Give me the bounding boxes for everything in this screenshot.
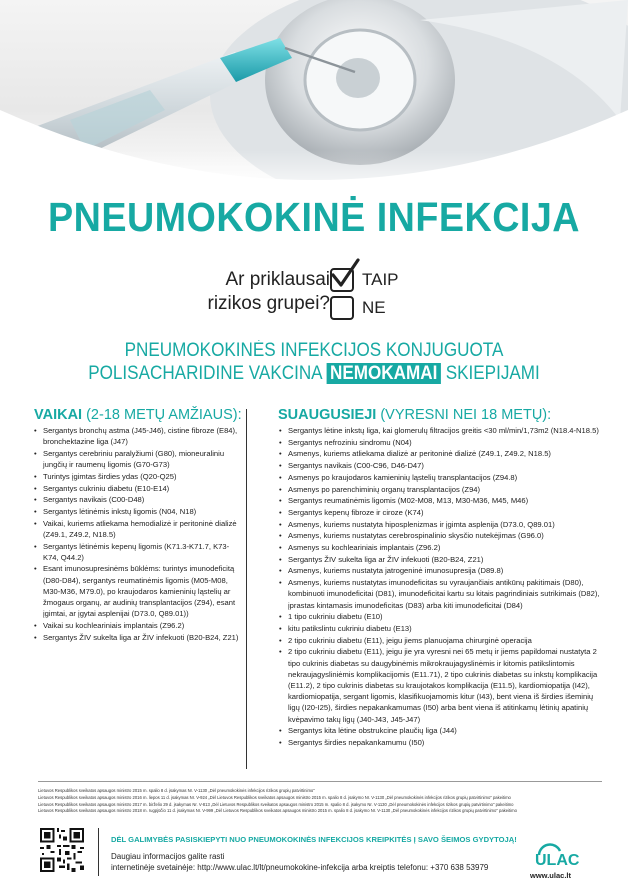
list-item: • Asmenys, kuriems nustatytas cerebrospinalinio skysčio nutekėjimas (G96.0) [279, 530, 604, 541]
logo-text: ULAC [535, 852, 580, 867]
references-divider [38, 781, 602, 782]
list-item: • Asmenys, kuriems atliekama dializė ar peritoninė dializė (Z49.1, Z49.2, N18.5) [279, 448, 604, 459]
option-yes[interactable] [330, 268, 430, 294]
hero-syringe-image [0, 0, 628, 200]
no-label: NE [362, 298, 386, 317]
option-no[interactable] [330, 296, 430, 322]
ulac-logo [533, 843, 589, 867]
checkmark-icon [328, 258, 360, 290]
adults-title-bold: SUAUGUSIEJI [278, 407, 377, 423]
list-item: • Turintys įgimtas širdies ydas (Q20-Q25) [34, 471, 239, 482]
list-item: • Sergantys bronchų astma (J45-J46), cistine fibroze (E84), bronchektazine liga (J47) [34, 425, 239, 447]
list-item: • Sergantys nefroziniu sindromu (N04) [279, 437, 604, 448]
footer-info-line-2[interactable]: internetinėje svetainėje: http://www.ulac.lt/lt/pneumokokine-infekcija arba kreiptis telefonu: +370 638 53979 [111, 863, 489, 872]
list-item: • Sergantys kepenų fibroze ir ciroze (K74) [279, 507, 604, 518]
list-item: • Asmenys su kochleariniais implantais (Z96.2) [279, 542, 604, 553]
qr-code[interactable] [40, 828, 84, 872]
free-highlight-badge: NEMOKAMAI [326, 363, 441, 384]
list-item: • Sergantys ŽIV sukelta liga ar ŽIV infekuoti (B20-B24, Z21) [279, 554, 604, 565]
vaccine-line-2-post: SKIEPIJAMI [445, 363, 540, 384]
list-item: • Sergantys navikais (C00-D48) [34, 494, 239, 505]
vaccine-line-2-pre: POLISACHARIDINE VAKCINA [88, 363, 322, 384]
no-checkbox[interactable] [330, 296, 354, 320]
vaccine-line-1: PNEUMOKOKINĖS INFEKCIJOS KONJUGUOTA [124, 340, 504, 361]
list-item: • Vaikai su kochleariniais implantais (Z96.2) [34, 620, 239, 631]
list-item: • Asmenys, kuriems nustatytas imunodeficitas su vyraujančiais antikūnų pakitimais (D80), kombinuoti imunodeficitai (D81), imunodeficitai kartu su kitais pagrindiniais sutrikimais (D82), įprastas kintamasis imunodeficitas (D83) arba kiti imunodeficitai (D84) [279, 577, 604, 611]
list-item: • Sergantys lėtinėmis kepenų ligomis (K71.3-K71.7, K73-K74, Q44.2) [34, 541, 239, 563]
logo-url[interactable]: www.ulac.lt [530, 871, 571, 880]
list-item: • kitu patikslintu cukriniu diabetu (E13) [279, 623, 604, 634]
risk-group-question [170, 268, 330, 316]
list-item: • Sergantys lėtinėmis inkstų ligomis (N04, N18) [34, 506, 239, 517]
yes-label: TAIP [362, 270, 399, 289]
list-item: • Sergantys cukriniu diabetu (E10-E14) [34, 483, 239, 494]
footer-call-to-action: DĖL GALIMYBĖS PASISKIEPYTI NUO PNEUMOKOKINĖS INFEKCIJOS KREIPKITĖS Į SAVO ŠEIMOS GYDYTOJĄ! [111, 835, 517, 844]
list-item: • Vaikai, kuriems atliekama hemodializė ir peritoninė dializė (Z49.1, Z49.2, N18.5) [34, 518, 239, 540]
children-risk-list [34, 425, 239, 643]
list-item: • Asmenys po parenchiminių organų transplantacijos (Z94) [279, 484, 604, 495]
legal-references [38, 788, 618, 815]
reference-line: Lietuvos Respublikos sveikatos apsaugos ministro 2018 m. rugpjūčio 11 d. įsakymas Nr. V-999 „Dėl Lietuvos Respublikos sveikatos apsaugos ministro 2015 m. spalio 8 d. įsakymo Nr. V-1130 „Dėl pneumokokinės infekcijos rizikos grupių patvirtinimo" pakeitimo [38, 808, 517, 814]
list-item: • Sergantys lėtine inkstų liga, kai glomerulų filtracijos greitis <30 ml/min/1,73m2 (N18.4-N18.5) [279, 425, 604, 436]
list-item: • Sergantys kita lėtine obstrukcine plaučių liga (J44) [279, 725, 604, 736]
column-divider [246, 409, 247, 769]
page-title: PNEUMOKOKINĖ INFEKCIJA [48, 194, 580, 240]
vaccine-heading [31, 339, 596, 385]
question-line-1: Ar priklausai [225, 269, 330, 290]
footer-divider [98, 828, 99, 876]
adults-title-rest: (VYRESNI NEI 18 METŲ): [376, 407, 552, 423]
list-item: • 2 tipo cukriniu diabetu (E11), jeigu jiems planuojama chirurginė operacija [279, 635, 604, 646]
children-title-bold: VAIKAI [34, 407, 83, 423]
reference-line: Lietuvos Respublikos sveikatos apsaugos ministro 2017 m. birželio 29 d. įsakymas Nr. V-813 „Dėl Lietuvos Respublikos sveikatos apsaugos ministro 2015 m. spalio 8 d. įsakymo Nr. V-1130 „Dėl pneumokokinės infekcijos rizikos grupių patvirtinimo" pakeitimo [38, 801, 514, 807]
list-item: • Sergantys cerebriniu paralyžiumi (G80), mioneuraliniu jungčių ir raumenų ligomis (G70-G73) [34, 448, 239, 470]
footer-info [111, 851, 488, 873]
reference-line: Lietuvos Respublikos sveikatos apsaugos ministro 2015 m. spalio 8 d. įsakymas Nr. V-1130 „Dėl pneumokokinės infekcijos rizikos grupių patvirtinimo" [38, 788, 315, 793]
adults-section-title [278, 407, 551, 423]
question-line-2: rizikos grupei? [207, 293, 330, 314]
footer-info-line-1: Daugiau informacijos galite rasti [111, 852, 225, 861]
vaccine-line-2 [31, 362, 596, 385]
list-item: • Asmenys, kuriems nustatyta hiposplenizmas ir įgimta asplenija (D73.0, Q89.01) [279, 519, 604, 530]
list-item: • Sergantys širdies nepakankamumu (I50) [279, 737, 604, 748]
adults-risk-list [279, 425, 604, 749]
syringe-illustration [0, 0, 628, 200]
list-item: • Sergantys ŽIV sukelta liga ar ŽIV infekuoti (B20-B24, Z21) [34, 632, 239, 643]
children-title-rest: (2-18 METŲ AMŽIAUS): [82, 407, 242, 423]
list-item: • Asmenys, kuriems nustatyta jatrogeninė imunosupresija (D89.8) [279, 565, 604, 576]
list-item: • Sergantys reumatinėmis ligomis (M02-M08, M13, M30-M36, M45, M46) [279, 495, 604, 506]
list-item: • 1 tipo cukriniu diabetu (E10) [279, 611, 604, 622]
list-item: • 2 tipo cukriniu diabetu (E11), jeigu jie yra vyresni nei 65 metų ir jiems papildomai nustatyta 2 tipo cukrinis diabetas su daugybinėmis mikrokraujagyslinėmis ir kitomis patikslintomis nekraujagysliniėmis komplikacijomis (E11.71), 2 tipo cukrinis diabetas su inkstų komplikacija (E11.2), 2 tipo cukrinis diabetas su kraujotakos komplikacija (E11.5), kardiomiopatija (I42), kardiomiopatija, sergant ligomis, klasifikuojamomis kitur (I43), bent viena iš širdies išeminių ligų (I20-I25), širdies nepakankamumas (I50) arba bent viena iš atitinkamų lėtinių apatinių kvėpavimo takų ligų (J40-J43, J45-J47) [279, 646, 604, 724]
list-item: • Sergantys navikais (C00-C96, D46-D47) [279, 460, 604, 471]
list-item: • Esant imunosupresinėms būklėms: turintys imunodeficitą (D80-D84), sergantys reumatinėmis ligomis (M05-M08, M30-M36, M79.0), po kraujodaros kamieninių ląstelių ar žmogaus organų, ar audinių transplantacijos (Z94), esant įgimtai, ar įgytai asplenijai (D73.0, Q89.01)) [34, 563, 239, 619]
list-item: • Asmenys po kraujodaros kamieninių ląstelių transplantacijos (Z94.8) [279, 472, 604, 483]
children-section-title [34, 407, 242, 423]
reference-line: Lietuvos Respublikos sveikatos apsaugos ministro 2016 m. liepos 11 d. įsakymas Nr. V-924 „Dėl Lietuvos Respublikos sveikatos apsaugos ministro 2015 m. spalio 8 d. įsakymo Nr. V-1130 „Dėl pneumokokinės infekcijos rizikos grupių patvirtinimo" pakeitimo [38, 794, 511, 800]
